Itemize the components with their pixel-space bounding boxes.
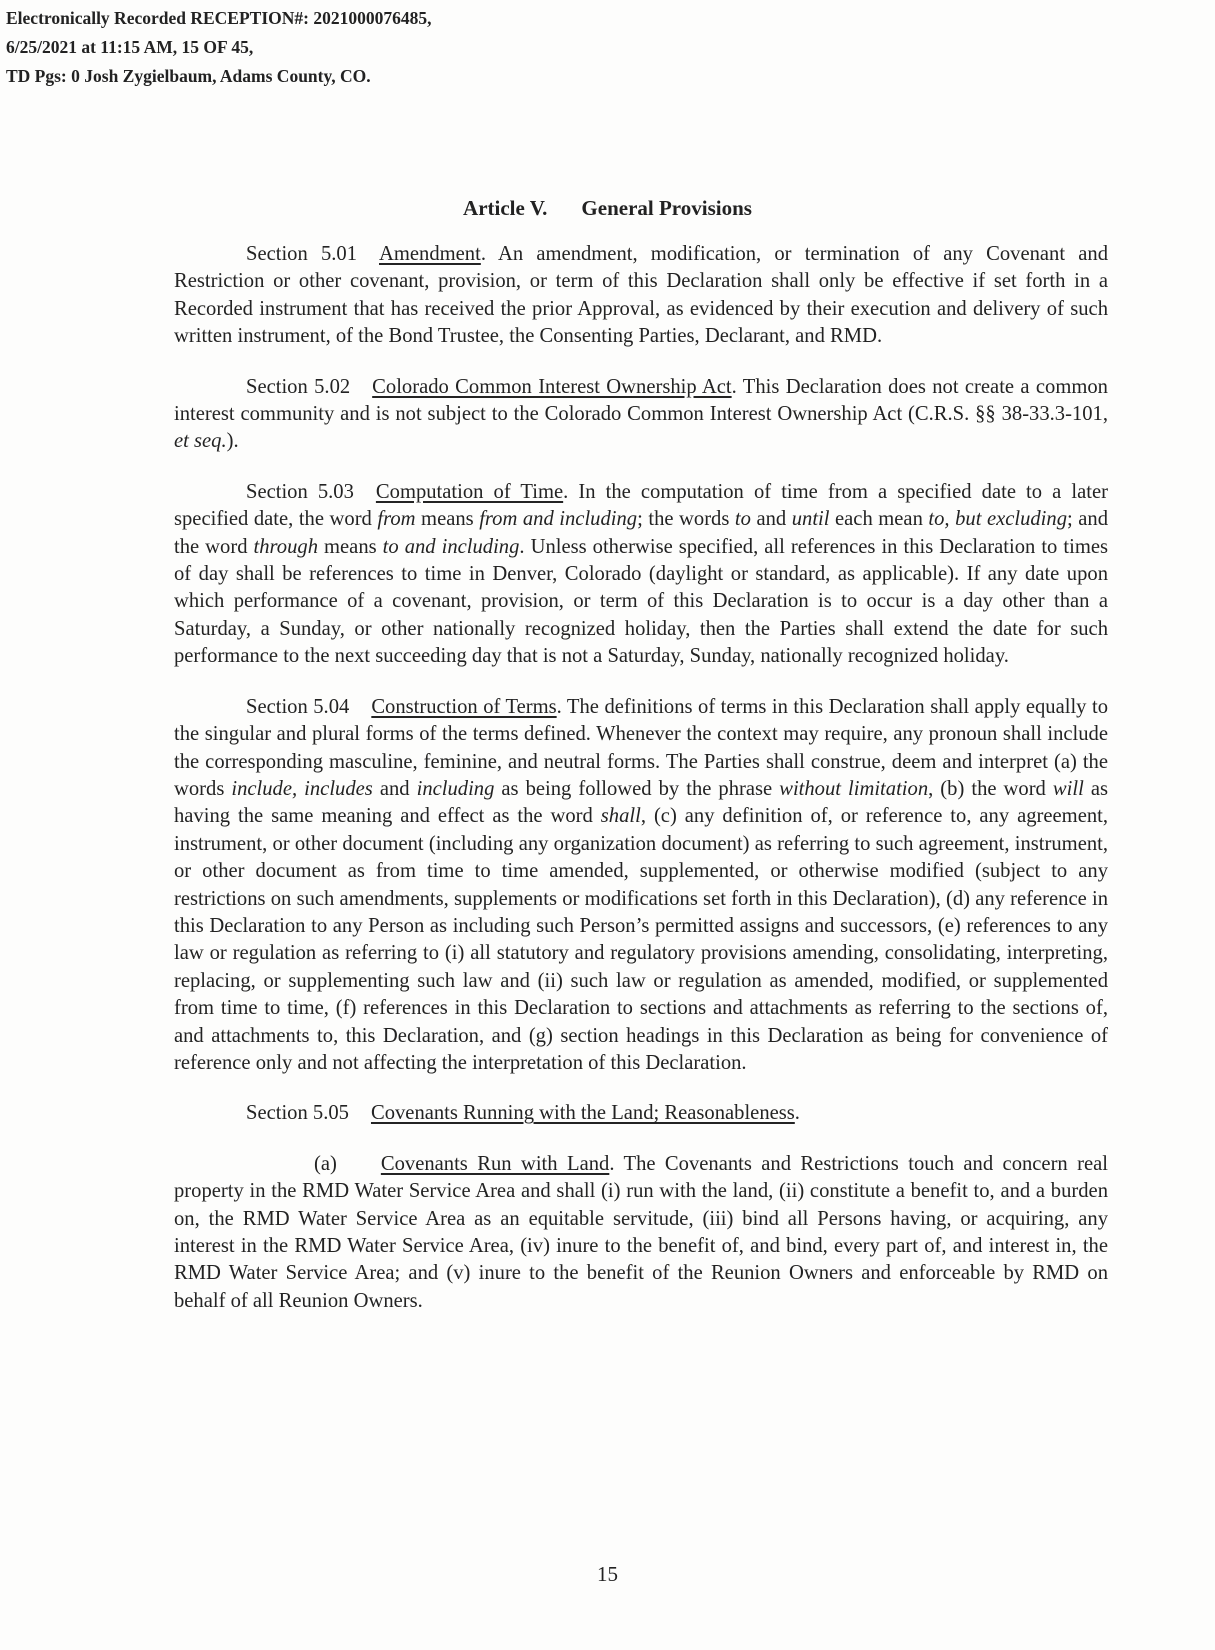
section-label: Section 5.01	[246, 243, 358, 265]
section-body-emphasis: et seq.	[174, 430, 227, 453]
article-body	[174, 241, 1108, 1338]
subsection-body: . The Covenants and Restrictions touch and concern real property in the RMD Water Service Area and shall (i) run with the land, (ii) constitute a benefit to, and a burden on, the RMD Water Service Area as an equitable servitude, (iii) bind all Persons having, or acquiring, any interest in the RMD Water Service Area, (iv) inure to the benefit of, and bind, every part of, and interest in, the RMD Water Service Area; and (v) inure to the benefit of the Reunion Owners and enforceable by RMD on behalf of all Reunion Owners.	[174, 1152, 1108, 1312]
recording-stamp-line-1: Electronically Recorded RECEPTION#: 2021000076485,	[6, 8, 432, 28]
section-body: and	[750, 508, 792, 531]
section-label: Section 5.02	[246, 375, 351, 398]
defined-word: from	[377, 508, 416, 531]
section-heading: Covenants Running with the Land; Reasonableness	[370, 1102, 795, 1125]
section-heading: Amendment	[379, 243, 481, 265]
article-title: General Provisions	[581, 196, 752, 220]
defined-word: shall	[600, 805, 641, 828]
recording-stamp-line-2: 6/25/2021 at 11:15 AM, 15 OF 45,	[6, 37, 254, 57]
section-body: . In the computation of time from a specified date to a later specified date, the word	[174, 480, 1108, 531]
section-body: ; the words	[637, 508, 735, 531]
section-body: , (c) any definition of, or reference to, any agreement, instrument, or other document (including any organization document) as referring to such agreement, instrument, or other document as from time to time amended, supplemented, or otherwise modified (subject to any restrictions on such amendments, supplements or modifications set forth in this Declaration), (d) any reference in this Declaration to any Person as including such Person’s permitted assigns and successors, (e) references to any law or regulation as referring to (i) all statutory and regulatory provisions amending, consolidating, interpreting, replacing, or supplementing such law and (ii) such law or regulation as amended, modified, or supplemented from time to time, (f) references in this Declaration to sections and attachments as referring to the sections of, and attachments to, this Declaration, and (g) section headings in this Declaration as being for convenience of reference only and not affecting the interpretation of this Declaration.	[174, 805, 1108, 1074]
section-body: . An amendment, modification, or termination of any Covenant and Restriction or other covenant, provision, or term of this Declaration shall only be effective if set forth in a Recorded instrument that has received the prior Approval, as evidenced by their execution and delivery of such written instrument, of the Bond Trustee, the Consenting Parties, Declarant, and RMD.	[174, 243, 1108, 348]
section-5-02	[174, 374, 1108, 456]
section-body: and	[372, 777, 417, 800]
defined-word: will	[1052, 777, 1084, 800]
subsection-label: (a)	[314, 1152, 337, 1175]
section-label: Section 5.04	[246, 695, 350, 718]
defined-word: until	[791, 508, 830, 531]
defined-word: include, includes	[231, 777, 373, 800]
section-body: ; and the word	[174, 508, 1108, 558]
article-heading	[0, 196, 1215, 221]
section-body: as being followed by the phrase	[494, 777, 780, 800]
defined-word: to, but excluding	[928, 508, 1067, 531]
section-body: . Unless otherwise specified, all references in this Declaration to times of day shall be references to time in Denver, Colorado (daylight or standard, as applicable). If any date upon which performance of a covenant, provision, or term of this Declaration is to occur is a day other than a Saturday, a Sunday, or other nationally recognized holiday, then the Parties shall extend the date for such performance to the next succeeding day that is not a Saturday, Sunday, nationally recognized holiday.	[174, 535, 1108, 668]
section-body: , (b) the word	[928, 777, 1053, 800]
section-heading: Computation of Time	[375, 480, 564, 503]
section-5-05-a	[174, 1151, 1108, 1315]
section-body: . The definitions of terms in this Declaration shall apply equally to the singular and plural forms of the terms defined. Whenever the context may require, any pronoun shall include the corresponding masculine, feminine, and neutral forms. The Parties shall construe, deem and interpret (a) the words	[174, 695, 1108, 800]
article-number: Article V.	[463, 196, 548, 220]
defined-word: through	[253, 535, 318, 558]
section-5-05	[174, 1100, 1108, 1127]
subsection-heading: Covenants Run with Land	[380, 1152, 610, 1175]
section-body: ).	[226, 430, 239, 453]
section-body: means	[415, 508, 480, 531]
page-number: 15	[597, 1562, 618, 1586]
defined-word: without limitation	[779, 777, 929, 800]
section-5-03	[174, 479, 1108, 671]
recording-stamp-line-3: TD Pgs: 0 Josh Zygielbaum, Adams County, CO.	[6, 66, 371, 86]
section-heading: Colorado Common Interest Ownership Act	[372, 375, 732, 398]
recording-stamp	[6, 4, 431, 91]
section-heading: Construction of Terms	[371, 695, 557, 718]
section-5-04	[174, 694, 1108, 1078]
defined-word: including	[416, 777, 495, 800]
section-label: Section 5.03	[246, 480, 354, 503]
section-body: as having the same meaning and effect as the word	[174, 777, 1108, 828]
defined-word: to	[734, 508, 751, 531]
section-label: Section 5.05	[246, 1102, 349, 1125]
section-5-01	[174, 241, 1108, 351]
section-heading-tail: .	[794, 1102, 800, 1125]
section-body: means	[318, 535, 383, 558]
section-body: . This Declaration does not create a common interest community and is not subject to the Colorado Common Interest Ownership Act (C.R.S. §§ 38-33.3-101,	[174, 375, 1108, 426]
defined-word: from and including	[479, 508, 638, 531]
defined-word: to and including	[382, 535, 520, 558]
section-body: each mean	[829, 508, 929, 531]
